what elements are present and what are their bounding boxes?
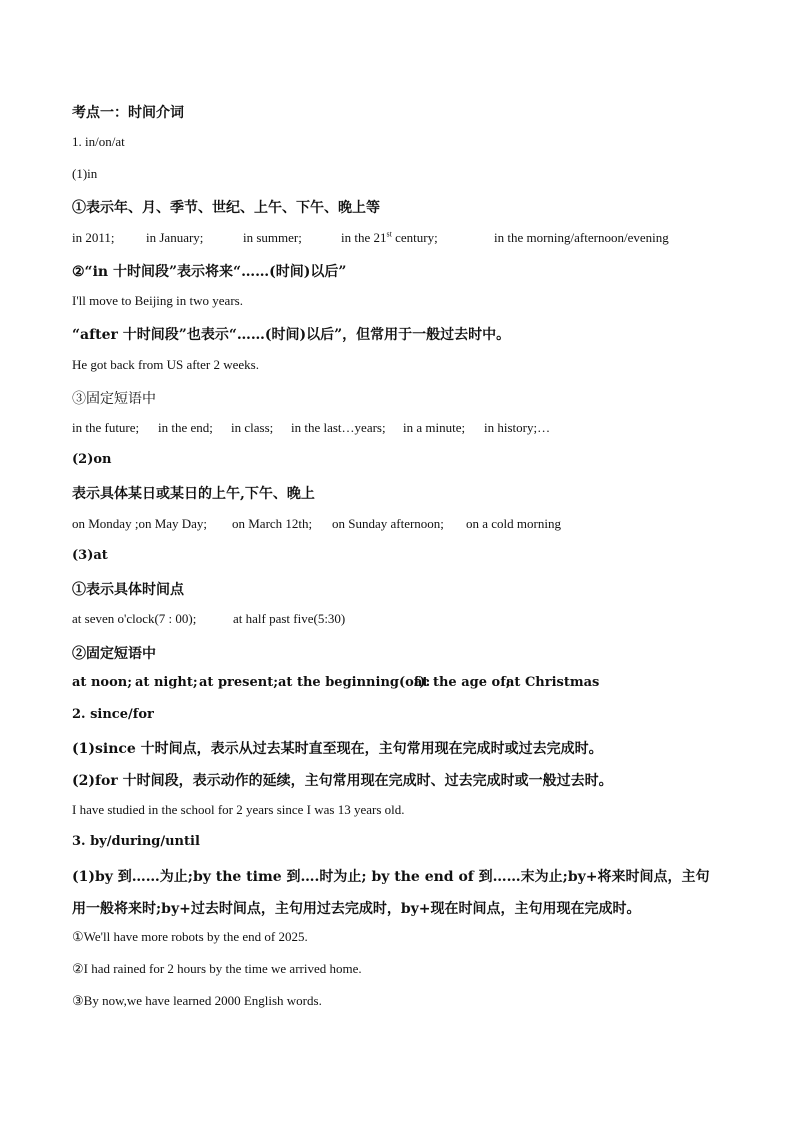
- in-phrase: in the future;: [72, 420, 140, 435]
- on-example: on a cold morning: [466, 516, 561, 531]
- century-text: in the 21: [341, 230, 387, 245]
- section-2-title: 2. since/for: [72, 707, 154, 722]
- in-example-item: in January;: [146, 230, 204, 245]
- in-phrase: in the end;: [158, 420, 213, 435]
- on-example: on March 12th;: [232, 516, 313, 531]
- for-rule: (2)for 十时间段，表示动作的延续，主句常用现在完成时、过去完成时或一般过去时。: [72, 773, 613, 789]
- by-rule-line-2: 用一般将来时;by+过去时间点，主句用过去完成时，by+现在时间点，主句用现在完成时。: [72, 901, 641, 917]
- page-heading: 考点一：时间介词: [72, 105, 184, 121]
- in-example-item: in the morning/afternoon/evening: [494, 230, 669, 245]
- in-phrase: in the last…years;: [291, 420, 386, 435]
- on-example: on Monday ;on May Day;: [72, 516, 208, 531]
- in-example-item-century: [341, 230, 438, 246]
- in-phrase: in history;…: [484, 420, 551, 435]
- in-rule-2: ②“in 十时间段”表示将来“……(时间)以后”: [72, 264, 347, 280]
- by-example-2: ②I had rained for 2 hours by the time we arrived home.: [72, 961, 362, 976]
- since-for-example: I have studied in the school for 2 years since I was 13 years old.: [72, 802, 405, 817]
- by-rule-line-1: (1)by 到……为止;by the time 到….时为止; by the end of 到……末为止;by+将来时间点，主句: [72, 869, 710, 885]
- at-phrase: at night;: [135, 675, 198, 690]
- in-example-item: in summer;: [243, 230, 302, 245]
- at-rule-2: ②固定短语中: [72, 646, 156, 662]
- subsection-in-title: (1)in: [72, 166, 98, 181]
- century-suffix: century;: [391, 230, 438, 245]
- after-example: He got back from US after 2 weeks.: [72, 357, 259, 372]
- in-example-item: in 2011;: [72, 230, 115, 245]
- on-rule: 表示具体某日或某日的上午,下午、晚上: [72, 486, 315, 502]
- section-3-title: 3. by/during/until: [72, 834, 200, 849]
- at-example: at seven o'clock(7 : 00);: [72, 611, 197, 626]
- century-superscript: st: [386, 229, 392, 239]
- after-rule: “after 十时间段”也表示“……(时间)以后”，但常用于一般过去时中。: [72, 327, 511, 343]
- by-example-3: ③By now,we have learned 2000 English words.: [72, 993, 322, 1008]
- in-rule-3: ③固定短语中: [72, 391, 156, 407]
- at-phrase: at the age of;: [414, 675, 511, 690]
- in-rule-1: ①表示年、月、季节、世纪、上午、下午、晚上等: [72, 200, 380, 216]
- in-example-2: I'll move to Beijing in two years.: [72, 293, 243, 308]
- at-phrase: at noon;: [72, 675, 132, 690]
- at-rule-1: ①表示具体时间点: [72, 582, 184, 598]
- in-phrase: in class;: [231, 420, 274, 435]
- at-example: at half past five(5:30): [233, 611, 346, 626]
- subsection-on-title: (2)on: [72, 452, 112, 467]
- in-phrase: in a minute;: [403, 420, 466, 435]
- at-phrase: at the beginning(of):: [278, 675, 431, 690]
- by-example-1: ①We'll have more robots by the end of 2025.: [72, 929, 308, 944]
- section-1-title: 1. in/on/at: [72, 134, 125, 149]
- at-phrase: at Christmas: [506, 675, 600, 690]
- on-example: on Sunday afternoon;: [332, 516, 444, 531]
- since-rule: (1)since 十时间点，表示从过去某时直至现在，主句常用现在完成时或过去完成时。: [72, 741, 603, 757]
- subsection-at-title: (3)at: [72, 548, 108, 563]
- at-phrase: at present;: [199, 675, 279, 690]
